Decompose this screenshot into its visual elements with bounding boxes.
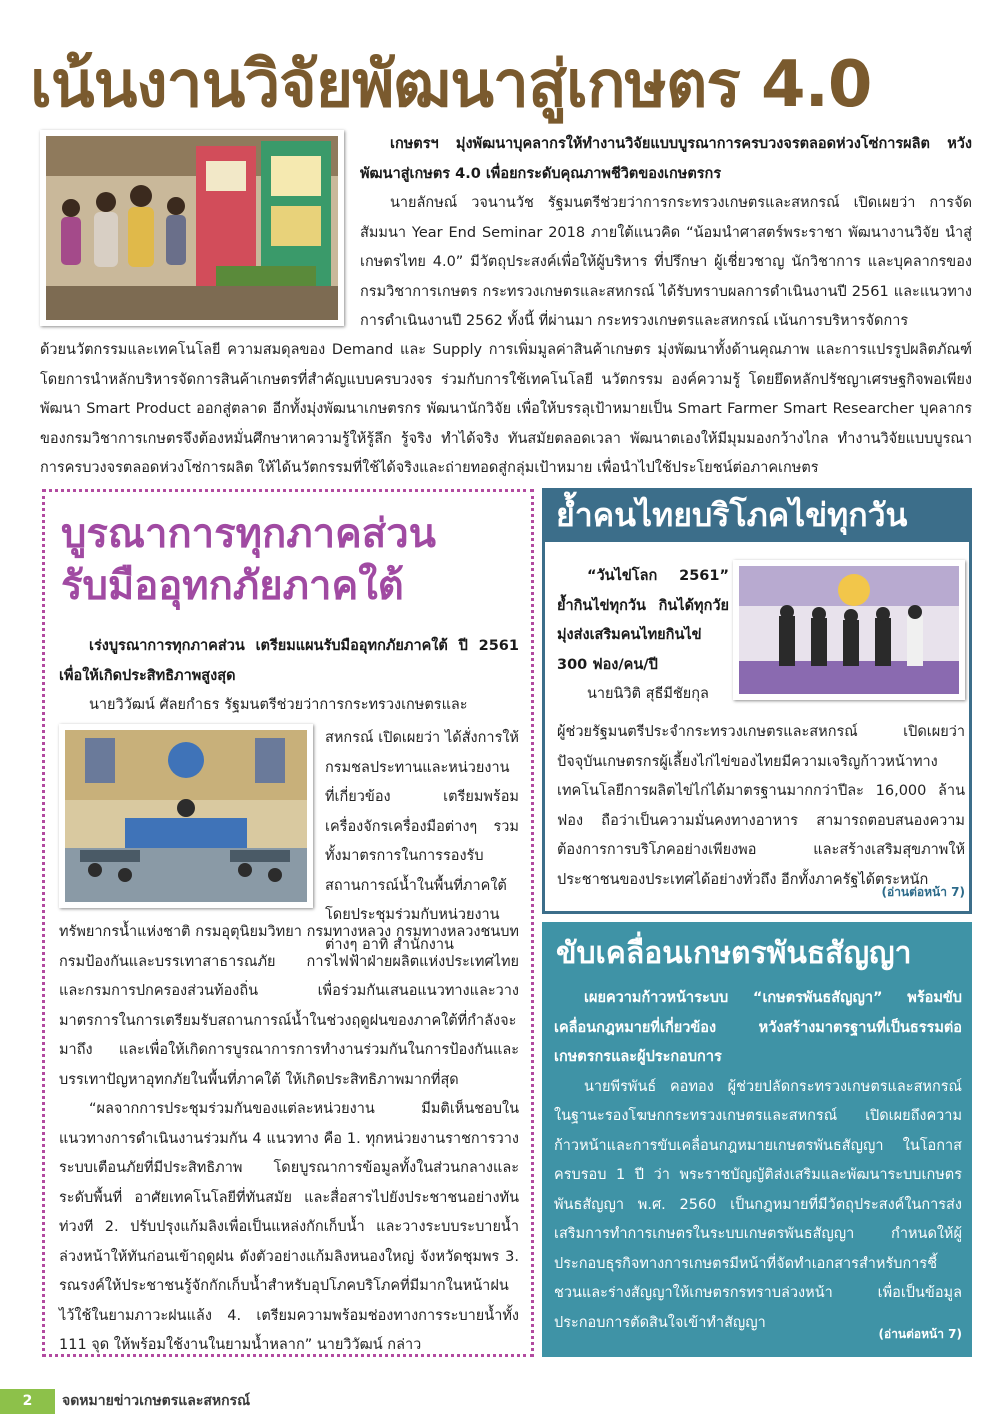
lead-body-top: นายลักษณ์ วจนานวัช รัฐมนตรีช่วยว่าการกระทรวงเกษตรและสหกรณ์ เปิดเผยว่า การจัดสัมมนา Year End Seminar 2018 ภายใต้แนวคิด “น้อมนำศาสตร์พระราชา พัฒนางานวิจัย นำสู่เกษตรไทย 4.0” มีวัตถุประสงค์เพื่อให้ผู้บริหาร ที่ปรึกษา ผู้เชี่ยวชาญ นักวิชาการ และบุคลากรของกรมวิชาการเกษตร กระทรวงเกษตรและสหกรณ์ ได้รับทราบผลการดำเนินงานปี 2561 และแนวทางการดำเนินงานปี 2562 ทั้งนี้ ที่ผ่านมา กระทรวงเกษตรและสหกรณ์ เน้นการบริหารจัดการ <box>360 195 972 329</box>
eggs-title: ย้ำคนไทยบริโภคไข่ทุกวัน <box>542 488 972 542</box>
meeting-room-image <box>65 730 307 902</box>
page-headline: เน้นงานวิจัยพัฒนาสู่เกษตร 4.0 <box>30 48 872 122</box>
lead-body-full: ด้วยนวัตกรรมและเทคโนโลยี ความสมดุลของ Demand และ Supply การเพิ่มมูลค่าสินค้าเกษตร มุ่งพัฒนาทั้งด้านคุณภาพ และการแปรรูปผลิตภัณฑ์ โดยการนำหลักบริหารจัดการสินค้าเกษตรที่สำคัญแบบครบวงจร ร่วมกับการใช้เทคโนโลยี นวัตกรรม องค์ความรู้ โดยยึดหลักปรัชญาเศรษฐกิจพอเพียง พัฒนา Smart Product ออกสู่ตลาด อีกทั้งมุ่งพัฒนาเกษตรกร พัฒนานักวิจัย เพื่อให้บรรลุเป้าหมายเป็น Smart Farmer Smart Researcher บุคลากรของกรมวิชาการเกษตรจึงต้องหมั่นศึกษาหาความรู้ให้รู้ลึก รู้จริง ทำได้จริง ทันสมัยตลอดเวลา พัฒนาตเองให้มีมุมมองกว้างไกล ทำงานวิจัยแบบบูรณาการครบวงจรตลอดห่วงโซ่การผลิต ให้ได้นวัตกรรมที่ใช้ได้จริงและถ่ายทอดสู่กลุ่มเป้าหมาย เพื่อนำไปใช้ประโยชน์ต่อภาคเกษตร <box>40 342 972 476</box>
flood-title-line1: บูรณาการทุกภาคส่วน <box>61 511 436 557</box>
flood-intro: นายวิวัฒน์ ศัลยกำธร รัฐมนตรีช่วยว่าการกระทรวงเกษตรและ <box>89 697 468 713</box>
contract-body: นายพีรพันธ์ คอทอง ผู้ช่วยปลัดกระทรวงเกษตรและสหกรณ์ ในฐานะรองโฆษกกระทรวงเกษตรและสหกรณ์ เปิดเผยถึงความก้าวหน้าและการขับเคลื่อนกฎหมายเกษตรพันธสัญญา ในโอกาสครบรอบ 1 ปี ว่า พระราชบัญญัติส่งเสริมและพัฒนาระบบเกษตรพันธสัญญา พ.ศ. 2560 เป็นกฎหมายที่มีวัตถุประสงค์ในการส่งเสริมการทำการเกษตรในระบบเกษตรพันธสัญญา กำหนดให้ผู้ประกอบธุรกิจทางการเกษตรมีหน้าที่จัดทำเอกสารสำหรับการชี้ชวนและร่างสัญญาให้เกษตรกรทราบล่วงหน้า เพื่อเป็นข้อมูลประกอบการตัดสินใจเข้าทำสัญญา <box>554 1078 962 1331</box>
world-egg-day-image <box>739 566 959 694</box>
lead-photo <box>40 130 344 326</box>
publication-name: จดหมายข่าวเกษตรและสหกรณ์ <box>62 1393 251 1409</box>
eggs-summary: “วันไข่โลก 2561” ย้ำกินไข่ทุกวัน กินได้ทุกวัย มุ่งส่งเสริมคนไทยกินไข่ 300 ฟอง/คน/ปี <box>557 568 729 673</box>
flood-body-full: ทรัพยากรน้ำแห่งชาติ กรมอุตุนิยมวิทยา กรมทางหลวง กรมทางหลวงชนบท กรมป้องกันและบรรเทาสาธารณภัย การไฟฟ้าฝ่ายผลิตแห่งประเทศไทย และกรมการปกครองส่วนท้องถิ่น เพื่อร่วมกันเสนอแนวทางและวางมาตรการในการเตรียมรับสถานการณ์น้ำในช่วงฤดูฝนของภาคใต้ที่กำลังจะมาถึง และเพื่อให้เกิดการบูรณาการการทำงานร่วมกันในการป้องกันและบรรเทาปัญหาอุทกภัยในพื้นที่ภาคใต้ ให้เกิดประสิทธิภาพมากที่สุด <box>59 924 519 1088</box>
flood-photo <box>59 724 313 908</box>
eggs-photo <box>733 560 965 700</box>
contract-title: ขับเคลื่อนเกษตรพันธสัญญา <box>556 936 912 971</box>
flood-quote: “ผลจากการประชุมร่วมกันของแต่ละหน่วยงาน มีมติเห็นชอบในแนวทางการดำเนินงานร่วมกัน 4 แนวทาง คือ 1. ทุกหน่วยงานราชการวางระบบเตือนภัยที่มีประสิทธิภาพ โดยบูรณาการข้อมูลทั้งในส่วนกลางและระดับพื้นที่ อาศัยเทคโนโลยีที่ทันสมัย และสื่อสารไปยังประชาชนอย่างทันท่วงที 2. ปรับปรุงแก้มลิงเพื่อเป็นแหล่งกักเก็บน้ำ และวางระบบระบายน้ำล่วงหน้าให้ทันก่อนเข้าฤดูฝน ดังตัวอย่างแก้มลิงหนองใหญ่ จังหวัดชุมพร 3. รณรงค์ให้ประชาชนรู้จักกักเก็บน้ำสำหรับอุปโภคบริโภคที่มีมากในหน้าฝน ไว้ใช้ในยามภาวะฝนแล้ง 4. เตรียมความพร้อมช่องทางการระบายน้ำทั้ง 111 จุด ให้พร้อมใช้งานในยามน้ำหลาก” นายวิวัฒน์ กล่าว <box>59 1101 519 1353</box>
page-number: 2 <box>0 1389 55 1414</box>
exhibition-image <box>46 136 338 320</box>
contract-article <box>542 922 972 1357</box>
contract-continue: (อ่านต่อหน้า 7) <box>878 1327 962 1341</box>
eggs-continue: (อ่านต่อหน้า 7) <box>881 885 965 899</box>
flood-body-side: สหกรณ์ เปิดเผยว่า ได้สั่งการให้กรมชลประทานและหน่วยงานที่เกี่ยวข้อง เตรียมพร้อมเครื่องจักรเครื่องมือต่างๆ รวมทั้งมาตรการในการรองรับสถานการณ์น้ำในพื้นที่ภาคใต้ โดยประชุมร่วมกับหน่วยงานต่างๆ อาทิ สำนักงาน <box>325 730 519 953</box>
contract-summary: เผยความก้าวหน้าระบบ “เกษตรพันธสัญญา” พร้อมขับเคลื่อนกฎหมายที่เกี่ยวข้อง หวังสร้างมาตรฐานที่เป็นธรรมต่อเกษตรกรและผู้ประกอบการ <box>554 990 962 1065</box>
eggs-body: ผู้ช่วยรัฐมนตรีประจำกระทรวงเกษตรและสหกรณ์ เปิดเผยว่า ปัจจุบันเกษตรกรผู้เลี้ยงไก่ไข่ของไทยมีความเจริญก้าวหน้าทางเทคโนโลยีการผลิตไข่ไก่ได้มาตรฐานมากกว่าปีละ 16,000 ล้านฟอง ถือว่าเป็นความมั่นคงทางอาหาร สามารถตอบสนองความต้องการการบริโภคอย่างเพียงพอ และสร้างเสริมสุขภาพให้ประชาชนของประเทศได้อย่างทั่วถึง อีกทั้งภาครัฐได้ตระหนัก <box>557 724 965 888</box>
flood-article <box>42 489 534 1357</box>
flood-title-line2: รับมืออุทกภัยภาคใต้ <box>61 563 404 609</box>
eggs-article <box>542 542 972 914</box>
lead-summary: เกษตรฯ มุ่งพัฒนาบุคลากรให้ทำงานวิจัยแบบบูรณาการครบวงจรตลอดห่วงโซ่การผลิต หวังพัฒนาสู่เกษตร 4.0 เพื่อยกระดับคุณภาพชีวิตของเกษตรกร <box>360 136 972 182</box>
flood-summary: เร่งบูรณาการทุกภาคส่วน เตรียมแผนรับมืออุทกภัยภาคใต้ ปี 2561 เพื่อให้เกิดประสิทธิภาพสูงสุด <box>59 638 519 684</box>
eggs-intro: นายนิวิติ สุธีมีชัยกุล <box>587 686 709 702</box>
